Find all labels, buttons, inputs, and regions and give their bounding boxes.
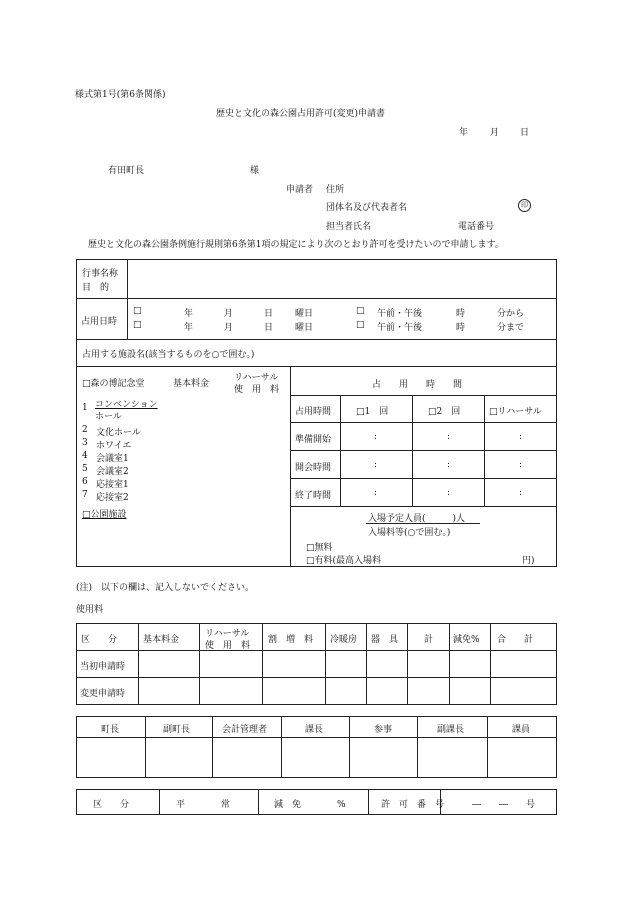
event-field[interactable] — [130, 262, 554, 296]
row-divider — [76, 339, 557, 340]
purpose-label: 目 的 — [82, 283, 110, 293]
fee-header: 冷暖房 — [330, 635, 358, 645]
session-1-check[interactable]: □1 回 — [356, 407, 389, 417]
ampm: 午前・午後 — [377, 323, 423, 333]
date-check[interactable]: □ — [133, 306, 142, 316]
permit-number-field[interactable]: ― ― 号 — [472, 800, 536, 810]
basic-fee-label: 基本料金 — [173, 379, 210, 389]
time-colon[interactable]: : — [374, 432, 378, 442]
minute-until: 分まで — [497, 323, 525, 333]
time-colon[interactable]: : — [447, 460, 451, 470]
fee-header: 割 増 料 — [268, 635, 314, 645]
row-divider — [290, 478, 557, 479]
facility-num: 3 — [82, 438, 88, 448]
time-row-label: 終了時間 — [295, 491, 332, 501]
minute-from: 分から — [497, 309, 525, 319]
approval-header: 副町長 — [163, 725, 191, 735]
rehearsal-fee-label-2: 使 用 料 — [234, 385, 280, 395]
col-divider — [487, 716, 488, 778]
attendees-underline — [366, 523, 480, 524]
ampm-check[interactable]: □ — [356, 320, 365, 330]
fee-header: 器 具 — [371, 635, 399, 645]
facility-item[interactable]: 応接室1 — [96, 480, 129, 490]
col-divider — [412, 395, 413, 506]
time-colon[interactable]: : — [519, 432, 523, 442]
date-weekday: 曜日 — [295, 323, 314, 333]
facility-hall: ホール — [95, 412, 122, 422]
mori-hall[interactable]: □森の博記念堂 — [82, 379, 145, 389]
facility-convention[interactable]: コンベンション — [95, 400, 158, 410]
ampm-check[interactable]: □ — [356, 306, 365, 316]
honorific: 様 — [250, 166, 260, 176]
row-divider — [290, 506, 557, 507]
fee-header: リハーサル — [205, 629, 250, 639]
time-row-label: 準備開始 — [295, 435, 332, 445]
col-divider — [449, 623, 450, 705]
col-divider — [138, 623, 139, 705]
seal-icon: 印 — [518, 199, 531, 212]
approval-header: 副課長 — [437, 725, 465, 735]
date-check[interactable]: □ — [133, 320, 142, 330]
date-year: 年 — [184, 323, 194, 333]
admission-fee-label: 入場料等(○で囲む。) — [368, 528, 451, 538]
col-divider — [262, 623, 263, 705]
seal-mark — [518, 199, 531, 212]
dates-label: 占用日時 — [81, 317, 118, 327]
event-label: 行事名称 — [82, 269, 119, 279]
row-divider — [76, 298, 557, 299]
date-month: 月 — [224, 323, 234, 333]
col-divider — [281, 716, 282, 778]
phone-label: 電話番号 — [458, 222, 495, 232]
yen-unit: 円) — [522, 556, 535, 566]
facility-num: 5 — [82, 464, 88, 474]
date-year: 年 — [459, 128, 469, 138]
addressee: 有田町長 — [108, 166, 145, 176]
col-divider — [490, 623, 491, 705]
permit-number-label: 許 可 番 号 — [381, 800, 445, 810]
facility-item[interactable]: ホワイエ — [96, 441, 132, 451]
col-divider — [349, 716, 350, 778]
fee-header: 区 分 — [81, 635, 118, 645]
facility-item[interactable]: 文化ホール — [96, 428, 141, 438]
occupy-time-header: 占 用 時 間 — [372, 380, 463, 390]
facility-label: 占用する施設名(該当するものを○で囲む。) — [82, 350, 255, 360]
date-day: 日 — [264, 323, 274, 333]
col-divider — [368, 789, 369, 815]
time-colon[interactable]: : — [447, 432, 451, 442]
time-colon[interactable]: : — [519, 488, 523, 498]
col-divider — [127, 259, 128, 339]
time-colon[interactable]: : — [519, 460, 523, 470]
row-divider — [76, 737, 557, 738]
approval-header: 会計管理者 — [222, 725, 268, 735]
time-colon[interactable]: : — [447, 488, 451, 498]
col-divider — [325, 623, 326, 705]
ampm: 午前・午後 — [377, 309, 423, 319]
fee-header: 合 計 — [497, 635, 534, 645]
fee-section-title: 使用料 — [76, 605, 104, 615]
normal-label: 平 常 — [176, 800, 231, 810]
hour: 時 — [456, 309, 466, 319]
date-day: 日 — [264, 309, 274, 319]
fee-header: 減免% — [453, 635, 480, 645]
facility-num: 4 — [82, 451, 88, 461]
facility-item[interactable]: 会議室2 — [96, 467, 129, 477]
facility-num: 7 — [82, 490, 88, 500]
col-divider — [340, 395, 341, 506]
hour: 時 — [456, 323, 466, 333]
note: (注) 以下の欄は、記入しないでください。 — [76, 583, 255, 593]
row-divider — [290, 450, 557, 451]
form-number: 様式第1号(第6条関係) — [75, 90, 166, 100]
row-divider — [76, 677, 557, 678]
address-label: 住所 — [326, 185, 345, 195]
time-colon[interactable]: : — [374, 488, 378, 498]
time-colon[interactable]: : — [374, 460, 378, 470]
facility-item[interactable]: 応接室2 — [96, 493, 129, 503]
col-divider — [159, 789, 160, 815]
col-divider — [407, 623, 408, 705]
org-label: 団体名及び代表者名 — [326, 203, 408, 213]
col-divider — [258, 789, 259, 815]
park-facility[interactable]: □公園施設 — [82, 510, 127, 520]
approval-header: 町長 — [101, 725, 120, 735]
col-divider — [484, 395, 485, 506]
approval-header: 課員 — [512, 725, 531, 735]
row-divider — [76, 366, 557, 367]
rehearsal-fee-label: リハーサル — [234, 373, 279, 383]
fee-row-label: 当初申請時 — [80, 662, 126, 672]
applicant-label: 申請者 — [286, 185, 314, 195]
row-divider — [290, 422, 557, 423]
row-divider — [76, 650, 557, 651]
col-divider — [417, 716, 418, 778]
date-weekday: 曜日 — [295, 309, 314, 319]
approval-header: 課長 — [305, 725, 324, 735]
class-label: 区 分 — [93, 800, 130, 810]
facility-num: 1 — [82, 403, 88, 413]
fee-header: 計 — [424, 635, 434, 645]
paid-check[interactable]: □有料(最高入場料 — [306, 556, 382, 566]
statement: 歴史と文化の森公園条例施行規則第6条第1項の規定により次のとおり許可を受けたいので申請します。 — [88, 240, 504, 250]
expected-attendees[interactable]: 入場予定人員( )人 — [368, 514, 466, 524]
facility-num: 6 — [82, 477, 88, 487]
col-divider — [366, 623, 367, 705]
date-month: 月 — [490, 128, 500, 138]
fee-header: 使 用 料 — [205, 641, 251, 651]
session-2-check[interactable]: □2 回 — [428, 407, 461, 417]
approval-header: 参事 — [374, 725, 393, 735]
contact-label: 担当者氏名 — [326, 222, 372, 232]
facility-num: 2 — [82, 425, 88, 435]
free-check[interactable]: □無料 — [306, 543, 333, 553]
col-divider — [145, 716, 146, 778]
fee-header: 基本料金 — [143, 635, 180, 645]
time-row-label: 開会時間 — [295, 463, 332, 473]
date-day: 日 — [520, 128, 530, 138]
fee-row-label: 変更申請時 — [80, 689, 126, 699]
date-month: 月 — [224, 309, 234, 319]
col-divider — [212, 716, 213, 778]
col-divider — [199, 623, 200, 705]
form-title: 歴史と文化の森公園占用許可(変更)申請書 — [216, 109, 386, 119]
col-divider — [290, 366, 291, 567]
facility-item[interactable]: 会議室1 — [96, 454, 129, 464]
reduction-label: 減 免 % — [274, 800, 346, 810]
date-year: 年 — [184, 309, 194, 319]
time-row-label: 占用時間 — [295, 407, 332, 417]
rehearsal-check[interactable]: □リハーサル — [489, 407, 542, 417]
row-divider — [290, 395, 557, 396]
